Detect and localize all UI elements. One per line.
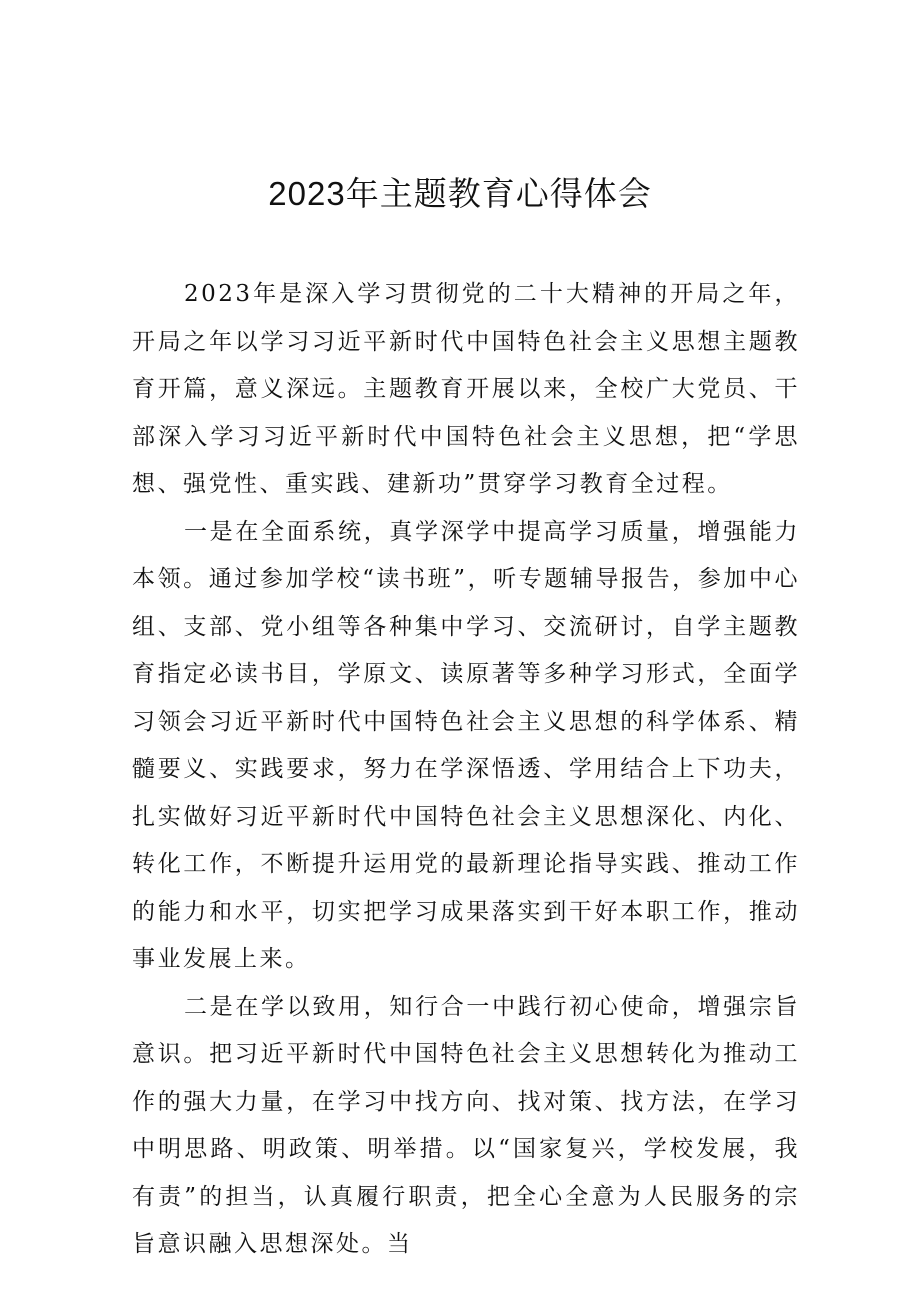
paragraph-second-point: 二是在学以致用，知行合一中践行初心使命，增强宗旨意识。把习近平新时代中国特色社会主义思想转化为推动工作的强大力量，在学习中找方向、找对策、找方法，在学习中明思路、明政策、明举措。以“国家复兴，学校发展，我有责”的担当，认真履行职责，把全心全意为人民服务的宗旨意识融入思想深处。当 xyxy=(132,993,800,1257)
paragraph-first-point: 一是在全面系统，真学深学中提高学习质量，增强能力本领。通过参加学校“读书班”，听专题辅导报告，参加中心组、支部、党小组等各种集中学习、交流研讨，自学主题教育指定必读书目，学原文、读原著等多种学习形式，全面学习领会习近平新时代中国特色社会主义思想的科学体系、精髓要义、实践要求，努力在学深悟透、学用结合上下功夫，扎实做好习近平新时代中国特色社会主义思想深化、内化、转化工作，不断提升运用党的最新理论指导实践、推动工作的能力和水平，切实把学习成果落实到干好本职工作，推动事业发展上来。 xyxy=(132,518,800,972)
document-body xyxy=(132,271,800,1269)
document-title: 2023年主题教育心得体会 xyxy=(268,175,652,212)
paragraph-intro: 2023年是深入学习贯彻党的二十大精神的开局之年，开局之年以学习习近平新时代中国特色社会主义思想主题教育开篇，意义深远。主题教育开展以来，全校广大党员、干部深入学习习近平新时代中国特色社会主义思想，把“学思想、强党性、重实践、建新功”贯穿学习教育全过程。 xyxy=(132,281,800,497)
